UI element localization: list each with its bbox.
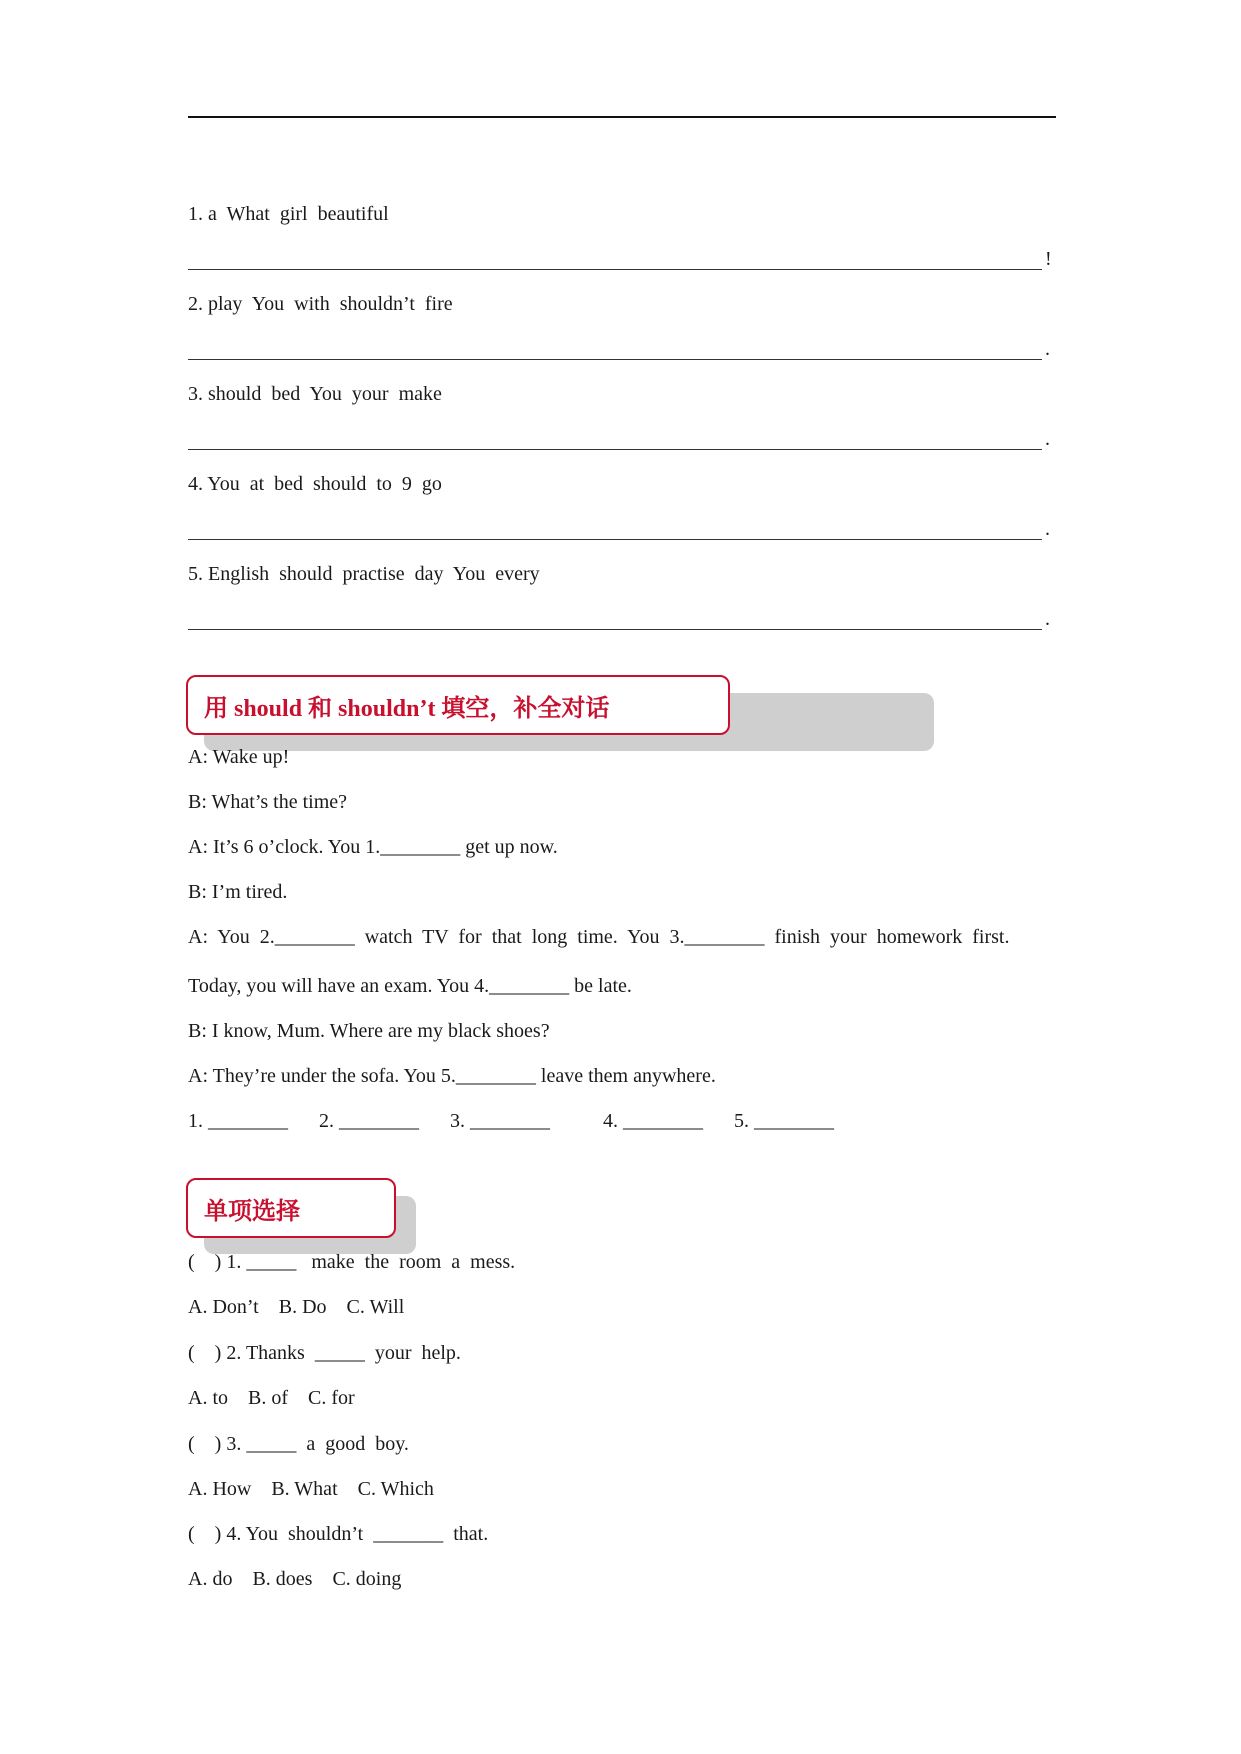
dialogue-line-2: B: What’s the time? bbox=[188, 791, 348, 813]
header-rule bbox=[188, 116, 1056, 118]
answer-line-2[interactable] bbox=[188, 359, 1042, 360]
answer-end-2: . bbox=[1045, 338, 1050, 360]
dialogue-line-1: A: Wake up! bbox=[188, 746, 290, 768]
section-heading-choice: 单项选择 bbox=[186, 1178, 396, 1238]
reorder-prompt-2: 2. play You with shouldn’t fire bbox=[188, 293, 453, 315]
dialogue-line-3: A: It’s 6 o’clock. You 1.________ get up now. bbox=[188, 836, 558, 858]
dialogue-line-8: A: They’re under the sofa. You 5.________ leave them anywhere. bbox=[188, 1065, 716, 1087]
section-heading-fill-in: 用 should 和 shouldn’t 填空，补全对话 bbox=[186, 675, 730, 735]
mc-question-4: ( ) 4. You shouldn’t _______ that. bbox=[188, 1523, 489, 1545]
mc-options-3: A. How B. What C. Which bbox=[188, 1478, 434, 1500]
answer-line-5[interactable] bbox=[188, 629, 1042, 630]
dialogue-line-4: B: I’m tired. bbox=[188, 881, 288, 903]
answer-row bbox=[188, 1109, 834, 1133]
answer-end-5: . bbox=[1045, 608, 1050, 630]
mc-options-2: A. to B. of C. for bbox=[188, 1387, 355, 1409]
reorder-prompt-1: 1. a What girl beautiful bbox=[188, 203, 389, 225]
answer-end-1: ! bbox=[1045, 248, 1052, 270]
answer-line-4[interactable] bbox=[188, 539, 1042, 540]
reorder-prompt-5: 5. English should practise day You every bbox=[188, 563, 540, 585]
answer-slot-1[interactable]: 1. ________ bbox=[188, 1110, 288, 1132]
mc-question-1: ( ) 1. _____ make the room a mess. bbox=[188, 1251, 516, 1273]
mc-options-1: A. Don’t B. Do C. Will bbox=[188, 1296, 405, 1318]
answer-slot-4[interactable]: 4. ________ bbox=[603, 1110, 703, 1132]
mc-question-2: ( ) 2. Thanks _____ your help. bbox=[188, 1342, 461, 1364]
reorder-prompt-4: 4. You at bed should to 9 go bbox=[188, 473, 442, 495]
answer-end-4: . bbox=[1045, 518, 1050, 540]
dialogue-line-5: A: You 2.________ watch TV for that long time. You 3.________ finish your homework first. bbox=[188, 926, 1010, 948]
answer-line-1[interactable] bbox=[188, 269, 1042, 270]
dialogue-line-6: Today, you will have an exam. You 4.________ be late. bbox=[188, 975, 632, 997]
reorder-prompt-3: 3. should bed You your make bbox=[188, 383, 442, 405]
dialogue-line-7: B: I know, Mum. Where are my black shoes? bbox=[188, 1020, 550, 1042]
answer-slot-3[interactable]: 3. ________ bbox=[450, 1110, 550, 1132]
answer-line-3[interactable] bbox=[188, 449, 1042, 450]
answer-end-3: . bbox=[1045, 428, 1050, 450]
mc-options-4: A. do B. does C. doing bbox=[188, 1568, 402, 1590]
mc-question-3: ( ) 3. _____ a good boy. bbox=[188, 1433, 409, 1455]
answer-slot-2[interactable]: 2. ________ bbox=[319, 1110, 419, 1132]
answer-slot-5[interactable]: 5. ________ bbox=[734, 1110, 834, 1132]
